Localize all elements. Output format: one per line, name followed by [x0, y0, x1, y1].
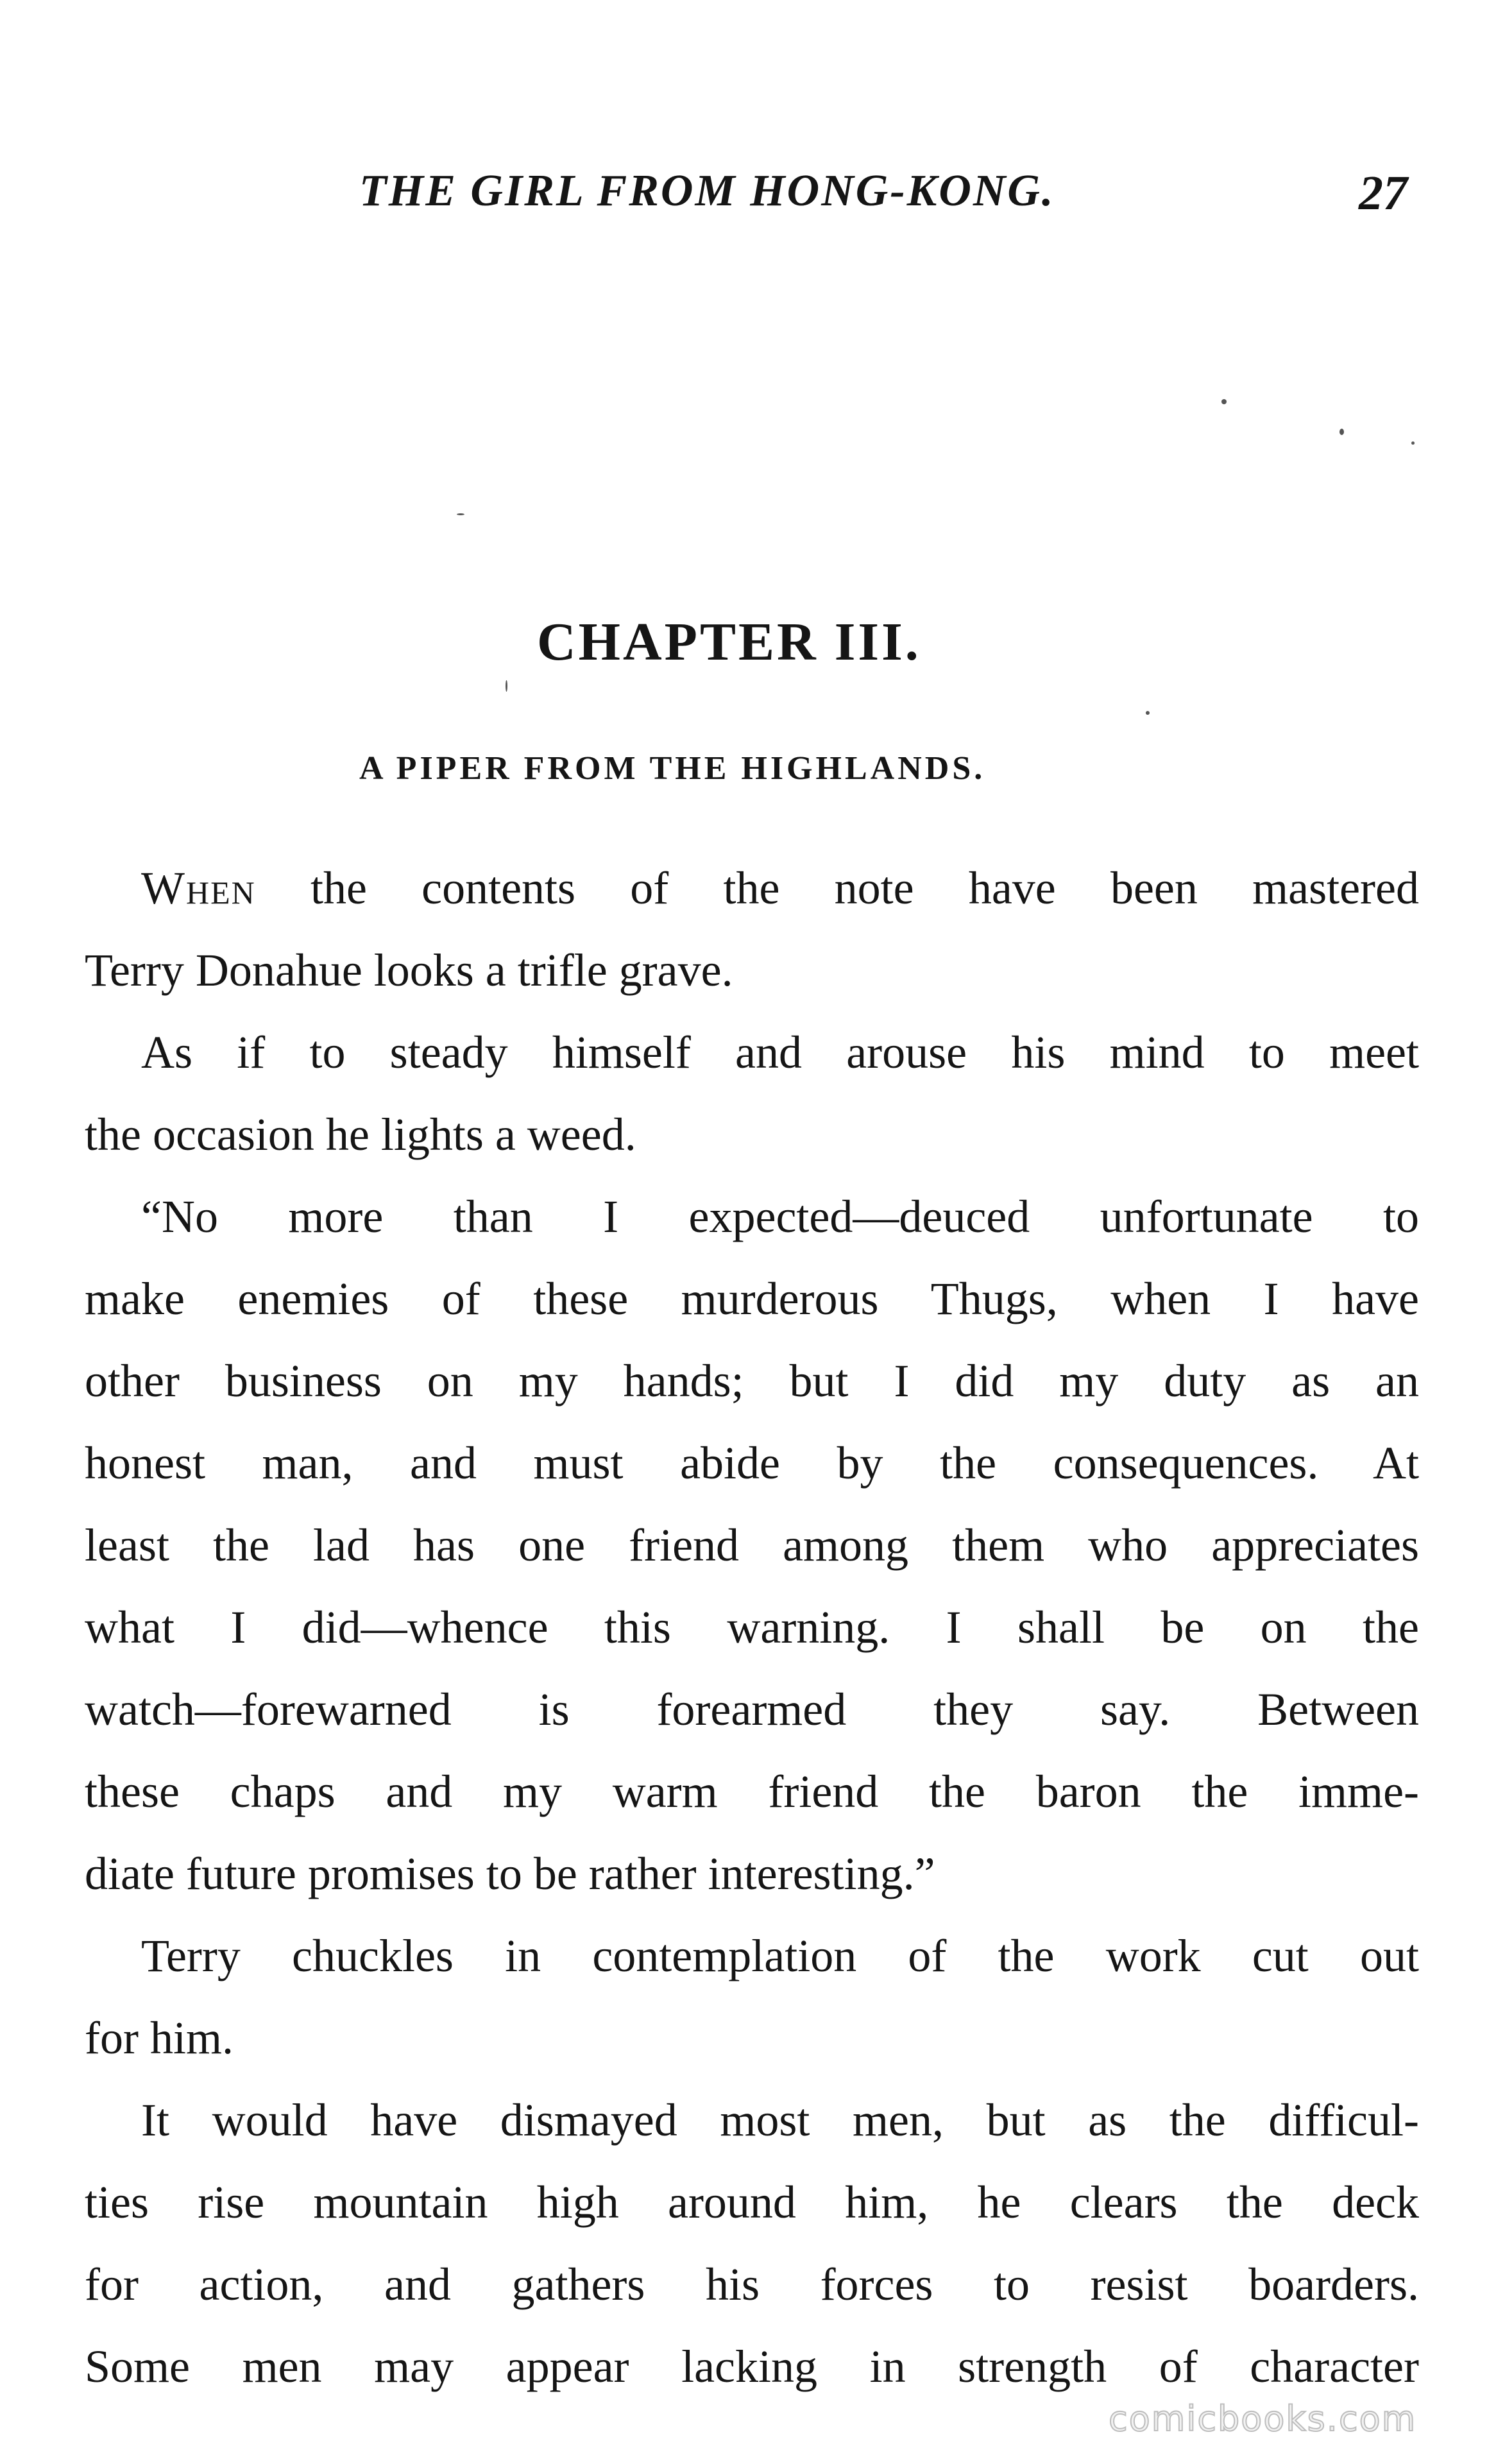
body-text — [85, 847, 1419, 2408]
scan-speck — [457, 513, 464, 515]
text-line: “No more than I expected—deuced unfortunate to — [141, 1191, 1419, 1242]
text-line: When the contents of the note have been mastered — [141, 862, 1419, 914]
chapter-subtitle: A PIPER FROM THE HIGHLANDS. — [359, 750, 986, 787]
text-line: Some men may appear lacking in strength of character — [85, 2341, 1419, 2392]
chapter-title: CHAPTER III. — [537, 612, 921, 672]
text-line: what I did—whence this warning. I shall be on the — [85, 1602, 1419, 1653]
watermark: comicbooks.com — [1109, 2399, 1417, 2439]
text-line: for him. — [85, 2012, 234, 2064]
text-line: for action, and gathers his forces to resist boarders. — [85, 2259, 1419, 2310]
scan-speck — [1411, 441, 1415, 445]
page-number: 27 — [1359, 166, 1407, 220]
scan-speck — [1221, 399, 1227, 404]
first-word: When — [141, 862, 256, 914]
text-line: ties rise mountain high around him, he clears the deck — [85, 2177, 1419, 2228]
text-line: watch—forewarned is forearmed they say. Between — [85, 1684, 1419, 1735]
text-line: the occasion he lights a weed. — [85, 1109, 636, 1160]
text-line: As if to steady himself and arouse his mind to meet — [141, 1027, 1419, 1078]
scan-speck — [1146, 711, 1150, 715]
text-line: other business on my hands; but I did my duty as an — [85, 1355, 1419, 1407]
text-line: least the lad has one friend among them who appreciates — [85, 1519, 1419, 1571]
text-line: diate future promises to be rather interesting.” — [85, 1848, 935, 1899]
text-line: these chaps and my warm friend the baron the imme- — [85, 1766, 1419, 1817]
text-line: Terry chuckles in contemplation of the work cut out — [141, 1930, 1419, 1981]
text-line: make enemies of these murderous Thugs, when I have — [85, 1273, 1419, 1324]
scan-speck — [506, 680, 507, 692]
text-line: honest man, and must abide by the consequences. At — [85, 1437, 1419, 1489]
text-line: It would have dismayed most men, but as the difficul- — [141, 2094, 1419, 2146]
running-title: THE GIRL FROM HONG-KONG. — [359, 166, 1055, 216]
text-line: Terry Donahue looks a trifle grave. — [85, 945, 733, 996]
scan-speck — [1339, 429, 1344, 435]
